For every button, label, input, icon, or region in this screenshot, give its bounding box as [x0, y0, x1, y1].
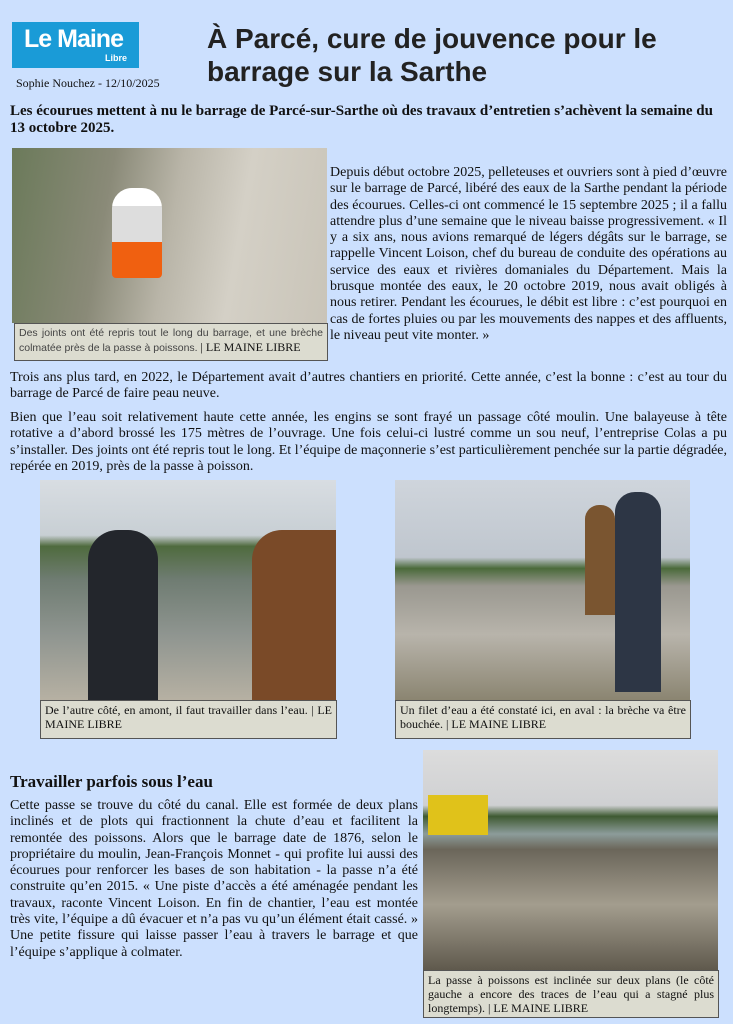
byline: Sophie Nouchez - 12/10/2025: [16, 76, 160, 90]
paragraph: Cette passe se trouve du côté du canal. Elle est formée de deux plans inclinés et de plots qui fractionnent la chute d’eau et facilitent la remontée des poissons. Alors que le barrage date de 1876, selon le propriétaire du moulin, Jean-François Monnet - qui profite lui aussi des écourues pour renforcer les bases de son habitation - la passe n’a été construite qu’en 2015. « Une piste d’accès a été aménagée pendant les travaux, raconte Vincent Loison. En fin de chantier, l’eau est montée très vite, l’équipe a dû évacuer et n’a pas vu qu’un élément était cassé. » Une petite fissure qui laisse passer l’eau à travers le barrage et que l’équipe s’applique à colmater.: [10, 798, 418, 960]
logo-name: Le Maine: [24, 25, 123, 53]
lead: Les écourues mettent à nu le barrage de Parcé-sur-Sarthe où des travaux d’entretien s’achèvent la semaine du 13 octobre 2025.: [10, 103, 713, 136]
page-title: À Parcé, cure de jouvence pour le barrage sur la Sarthe: [207, 23, 657, 87]
photo-caption: De l’autre côté, en amont, il faut travailler dans l’eau. | LE MAINE LIBRE: [40, 700, 337, 739]
paragraph: Bien que l’eau soit relativement haute cette année, les engins se sont frayé un passage côté moulin. Une balayeuse à tête rotative a d’abord brossé les 175 mètres de l’ouvrage. Une fois celui-ci lustré comme un sou neuf, l’entreprise Colas a pu s’installer. Des joints ont été repris tout le long. Et l’équipe de maçonnerie s’est particulièrement penchée sur la partie dégradée, repérée en 2019, près de la passe à poisson.: [10, 410, 727, 474]
photo-fish-pass: [423, 750, 718, 971]
photo-caption: Des joints ont été repris tout le long du barrage, et une brèche colmatée près de la passe à poissons. | LE MAINE LIBRE: [14, 323, 328, 361]
photo-caption: La passe à poissons est inclinée sur deux plans (le côté gauche a encore des traces de l’eau qui a stagné plus longtemps). | LE MAINE LIBRE: [423, 970, 719, 1018]
logo-sub: Libre: [104, 53, 127, 63]
paragraph: Trois ans plus tard, en 2022, le Département avait d’autres chantiers en priorité. Cette année, c’est la bonne : c’est au tour du barrage de Parcé de faire peau neuve.: [10, 370, 727, 402]
paragraph: Depuis début octobre 2025, pelleteuses et ouvriers sont à pied d’œuvre sur le barrage de Parcé, libéré des eaux de la Sarthe pendant la période des écourues. Celles-ci ont commencé le 15 septembre 2025 ; il a fallu attendre plus d’une semaine que le niveau baisse progressivement. « Il y a six ans, nous avions remarqué de légers dégâts sur le barrage, se rappelle Vincent Loison, chef du bureau de conduite des opérations au service des eaux et rivières domaniales du Département. Mais la brusque montée des eaux, le 20 octobre 2019, nous avait obligés à nous retirer. Pendant les écourues, le débit est libre : c’est pourquoi en cas de fortes pluies ou par les mouvements des nappes et des affluents, le niveau peut vite monter. »: [330, 165, 727, 343]
photo-worker-on-dam: [12, 148, 327, 323]
photo-downstream-breach: [395, 480, 690, 701]
logo: [12, 22, 139, 68]
section-heading: Travailler parfois sous l’eau: [10, 772, 213, 791]
photo-caption: Un filet d’eau a été constaté ici, en aval : la brèche va être bouchée. | LE MAINE LIBRE: [395, 700, 691, 739]
photo-upstream-work: [40, 480, 336, 701]
